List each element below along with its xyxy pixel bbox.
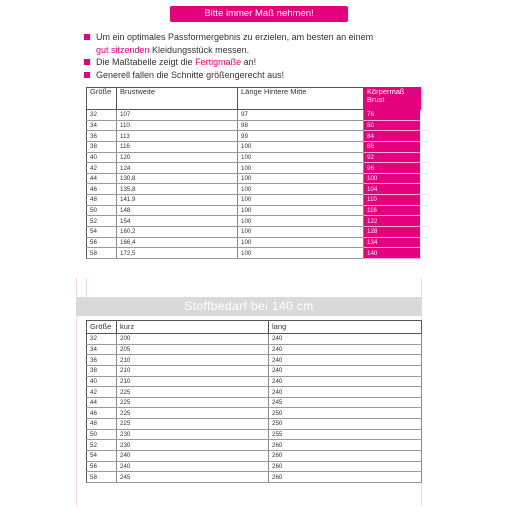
table-row — [87, 472, 422, 483]
table-cell: 100 — [238, 205, 364, 216]
table-cell: 205 — [117, 344, 269, 355]
note-true-to-size — [84, 69, 414, 82]
table-cell: 172,5 — [117, 248, 238, 259]
table-row — [87, 429, 422, 440]
table-cell: 96 — [364, 163, 421, 174]
table-row — [87, 334, 422, 345]
table-cell: 230 — [117, 429, 269, 440]
table-row — [87, 163, 421, 174]
table-cell: 124 — [117, 163, 238, 174]
table-cell: 141,9 — [117, 195, 238, 206]
table-cell: 92 — [364, 152, 421, 163]
table-cell: 110 — [364, 195, 421, 206]
table-cell: 255 — [269, 429, 422, 440]
fabric-table — [86, 320, 422, 483]
table-cell: 48 — [87, 195, 117, 206]
table-cell: 110 — [117, 120, 238, 131]
table-cell: 100 — [238, 184, 364, 195]
fabric-header-row — [87, 321, 422, 334]
table-row — [87, 397, 422, 408]
note-finished-post: an! — [241, 57, 257, 67]
table-cell: 40 — [87, 152, 117, 163]
note-fit-highlight: gut sitzenden — [96, 44, 150, 55]
table-cell: 210 — [117, 376, 269, 387]
table-cell: 230 — [117, 440, 269, 451]
note-true-to-size-text: Generell fallen die Schnitte größengerecht aus! — [96, 69, 285, 80]
table-cell: 38 — [87, 141, 117, 152]
table-row — [87, 376, 422, 387]
table-cell: 52 — [87, 216, 117, 227]
table-cell: 225 — [117, 387, 269, 398]
table-row — [87, 440, 422, 451]
table-cell: 128 — [364, 227, 421, 238]
table-row — [87, 248, 421, 259]
table-row — [87, 365, 422, 376]
table-cell: 240 — [269, 376, 422, 387]
table-cell: 44 — [87, 397, 117, 408]
note-fit — [84, 31, 414, 44]
table-cell: 32 — [87, 110, 117, 121]
table-row — [87, 110, 421, 121]
note-fit-rest: Kleidungsstück messen. — [149, 44, 250, 55]
table-cell: 46 — [87, 408, 117, 419]
table-row — [87, 184, 421, 195]
table-row — [87, 408, 422, 419]
table-cell: 100 — [364, 173, 421, 184]
table-cell: 250 — [269, 408, 422, 419]
table-cell: 130,8 — [117, 173, 238, 184]
table-cell: 58 — [87, 472, 117, 483]
bullet-square-icon — [84, 34, 90, 40]
table-row — [87, 451, 422, 462]
table-cell: 40 — [87, 376, 117, 387]
note-finished-pre: Die Maßtabelle zeigt die — [96, 57, 196, 67]
table-row — [87, 120, 421, 131]
table-row — [87, 237, 421, 248]
table-cell: 44 — [87, 173, 117, 184]
note-finished-sizes — [84, 56, 414, 69]
table-cell: 48 — [87, 419, 117, 430]
table-row — [87, 419, 422, 430]
table-cell: 56 — [87, 461, 117, 472]
table-cell: 210 — [117, 365, 269, 376]
table-cell: 76 — [364, 110, 421, 121]
table-cell: 88 — [364, 141, 421, 152]
col-header-size: Größe — [87, 321, 117, 334]
table-cell: 100 — [238, 173, 364, 184]
table-cell: 100 — [238, 195, 364, 206]
table-cell: 116 — [364, 205, 421, 216]
table-cell: 240 — [269, 344, 422, 355]
table-cell: 240 — [269, 365, 422, 376]
bullet-square-icon — [84, 72, 90, 78]
table-cell: 148 — [117, 205, 238, 216]
table-cell: 166,4 — [117, 237, 238, 248]
table-cell: 50 — [87, 429, 117, 440]
table-cell: 140 — [364, 248, 421, 259]
measurement-header-row — [87, 88, 421, 110]
col-header-chest-width: Brustweite — [117, 88, 238, 110]
col-header-long: lang — [269, 321, 422, 334]
table-cell: 58 — [87, 248, 117, 259]
table-row — [87, 461, 422, 472]
table-cell: 32 — [87, 334, 117, 345]
table-row — [87, 344, 422, 355]
table-cell: 113 — [117, 131, 238, 142]
table-cell: 100 — [238, 248, 364, 259]
table-cell: 99 — [238, 131, 364, 142]
table-cell: 100 — [238, 216, 364, 227]
table-cell: 250 — [269, 419, 422, 430]
table-cell: 260 — [269, 451, 422, 462]
col-header-short: kurz — [117, 321, 269, 334]
table-cell: 50 — [87, 205, 117, 216]
table-cell: 97 — [238, 110, 364, 121]
table-cell: 84 — [364, 131, 421, 142]
table-cell: 225 — [117, 408, 269, 419]
table-cell: 154 — [117, 216, 238, 227]
table-cell: 100 — [238, 237, 364, 248]
table-cell: 98 — [238, 120, 364, 131]
table-row — [87, 141, 421, 152]
notes-list — [84, 31, 414, 81]
table-cell: 200 — [117, 334, 269, 345]
table-cell: 245 — [117, 472, 269, 483]
table-cell: 100 — [238, 163, 364, 174]
col-header-size: Größe — [87, 88, 117, 110]
table-cell: 225 — [117, 397, 269, 408]
table-cell: 54 — [87, 451, 117, 462]
col-header-back-length: Länge Hintere Mitte — [238, 88, 364, 110]
fabric-section-title: Stoffbedarf bei 140 cm — [76, 297, 422, 316]
table-cell: 100 — [238, 152, 364, 163]
note-fit-line1: Um ein optimales Passformergebnis zu erzielen, am besten an einem — [96, 32, 374, 42]
table-cell: 260 — [269, 472, 422, 483]
table-cell: 42 — [87, 387, 117, 398]
table-cell: 160,2 — [117, 227, 238, 238]
table-cell: 100 — [238, 141, 364, 152]
table-cell: 36 — [87, 355, 117, 366]
table-row — [87, 227, 421, 238]
table-cell: 107 — [117, 110, 238, 121]
table-cell: 240 — [269, 355, 422, 366]
table-cell: 46 — [87, 184, 117, 195]
bullet-square-icon — [84, 59, 90, 65]
table-cell: 240 — [269, 387, 422, 398]
table-cell: 225 — [117, 419, 269, 430]
table-cell: 135,8 — [117, 184, 238, 195]
table-cell: 260 — [269, 440, 422, 451]
table-cell: 38 — [87, 365, 117, 376]
table-cell: 245 — [269, 397, 422, 408]
table-cell: 104 — [364, 184, 421, 195]
table-row — [87, 387, 422, 398]
table-cell: 80 — [364, 120, 421, 131]
table-row — [87, 205, 421, 216]
table-cell: 34 — [87, 120, 117, 131]
table-row — [87, 131, 421, 142]
table-cell: 100 — [238, 227, 364, 238]
table-row — [87, 173, 421, 184]
table-row — [87, 152, 421, 163]
table-cell: 240 — [269, 334, 422, 345]
table-row — [87, 355, 422, 366]
table-cell: 240 — [117, 461, 269, 472]
table-cell: 56 — [87, 237, 117, 248]
note-finished-highlight: Fertigmaße — [195, 57, 242, 67]
table-cell: 116 — [117, 141, 238, 152]
table-cell: 210 — [117, 355, 269, 366]
table-cell: 54 — [87, 227, 117, 238]
table-cell: 36 — [87, 131, 117, 142]
table-cell: 52 — [87, 440, 117, 451]
banner: Bitte immer Maß nehmen! — [170, 6, 348, 22]
table-cell: 42 — [87, 163, 117, 174]
col-header-body-chest: Körpermaß Brust — [364, 88, 421, 110]
table-cell: 120 — [117, 152, 238, 163]
table-cell: 260 — [269, 461, 422, 472]
table-cell: 122 — [364, 216, 421, 227]
table-cell: 34 — [87, 344, 117, 355]
table-cell: 240 — [117, 451, 269, 462]
table-row — [87, 216, 421, 227]
frame-line-inner — [86, 278, 87, 297]
table-cell: 134 — [364, 237, 421, 248]
measurement-table — [86, 87, 421, 259]
table-row — [87, 195, 421, 206]
note-fit-line2 — [84, 44, 414, 57]
